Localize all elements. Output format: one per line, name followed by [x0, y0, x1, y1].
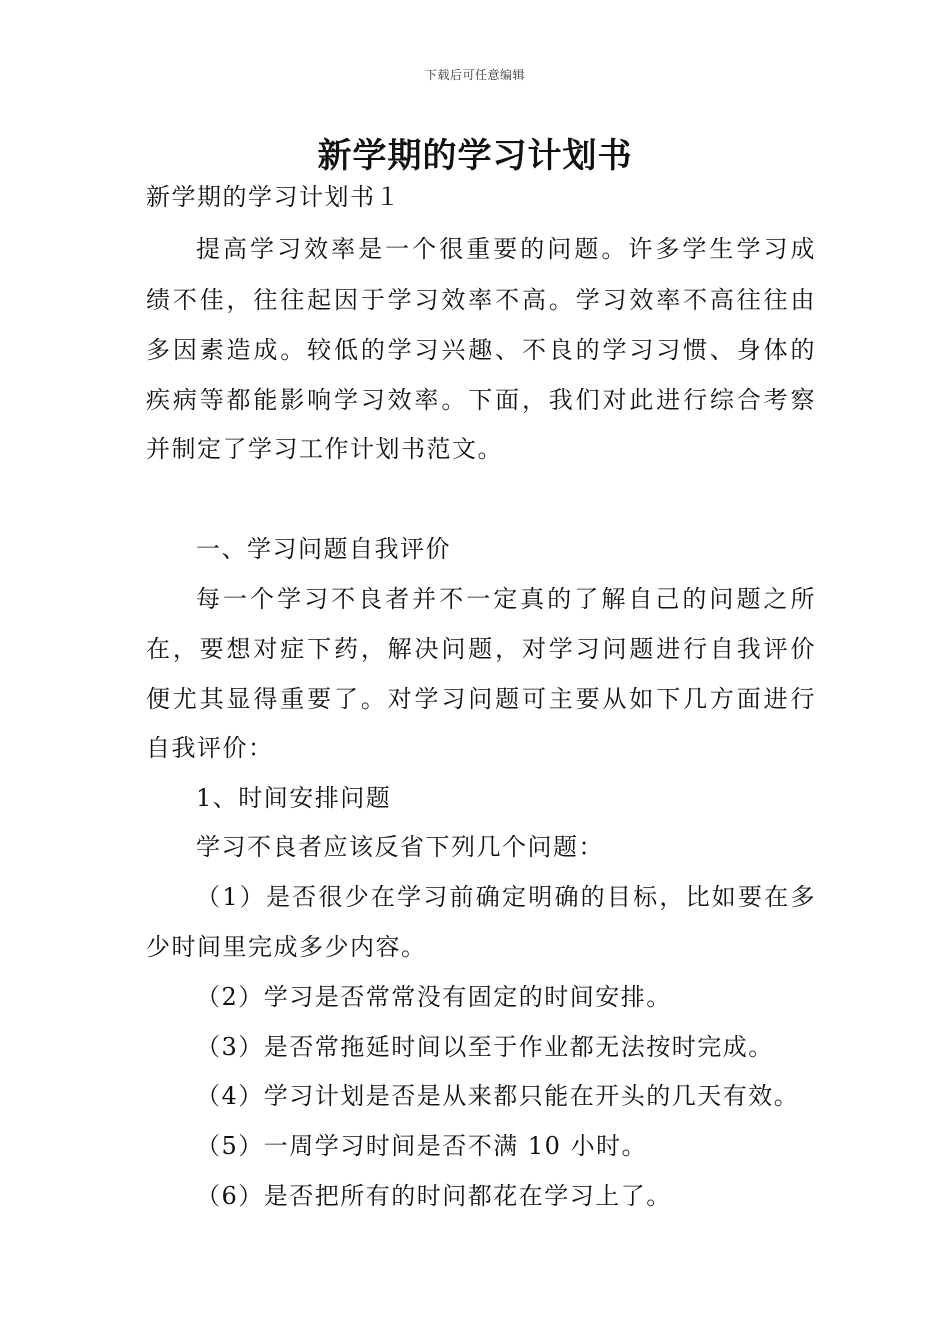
document-title: 新学期的学习计划书	[317, 136, 633, 176]
list-item: （3）是否常拖延时间以至于作业都无法按时完成。	[196, 1033, 774, 1061]
paragraph-line: 学习不良者应该反省下列几个问题：	[196, 833, 604, 861]
paragraph-line: 并制定了学习工作计划书范文。	[146, 435, 503, 463]
list-item: （2）学习是否常常没有固定的时间安排。	[196, 983, 672, 1011]
paragraph-line: 多因素造成。较低的学习兴趣、不良的学习习惯、身体的	[146, 336, 816, 364]
list-item: （4）学习计划是否是从来都只能在开头的几天有效。	[196, 1082, 800, 1110]
paragraph-line: 提高学习效率是一个很重要的问题。许多学生学习成	[196, 235, 816, 263]
section-heading: 新学期的学习计划书１	[146, 183, 401, 211]
paragraph-line: 自我评价：	[146, 734, 274, 762]
list-heading: 1、时间安排问题	[196, 784, 392, 812]
list-item: （5）一周学习时间是否不满 10 小时。	[196, 1132, 648, 1160]
paragraph-line: 在，要想对症下药，解决问题，对学习问题进行自我评价	[146, 635, 816, 663]
header-note: 下载后可任意编辑	[424, 68, 525, 82]
subsection-heading: 一、学习问题自我评价	[196, 535, 451, 563]
list-item: （1）是否很少在学习前确定明确的目标，比如要在多	[196, 883, 816, 911]
paragraph-line: 每一个学习不良者并不一定真的了解自己的问题之所	[196, 585, 816, 613]
list-item: （6）是否把所有的时问都花在学习上了。	[196, 1182, 672, 1210]
paragraph-line: 疾病等都能影响学习效率。下面，我们对此进行综合考察	[146, 386, 816, 414]
list-item-continuation: 少时间里完成多少内容。	[146, 933, 427, 961]
paragraph-line: 便尤其显得重要了。对学习问题可主要从如下几方面进行	[146, 685, 816, 713]
paragraph-line: 绩不佳，往往起因于学习效率不高。学习效率不高往往由	[146, 286, 816, 314]
